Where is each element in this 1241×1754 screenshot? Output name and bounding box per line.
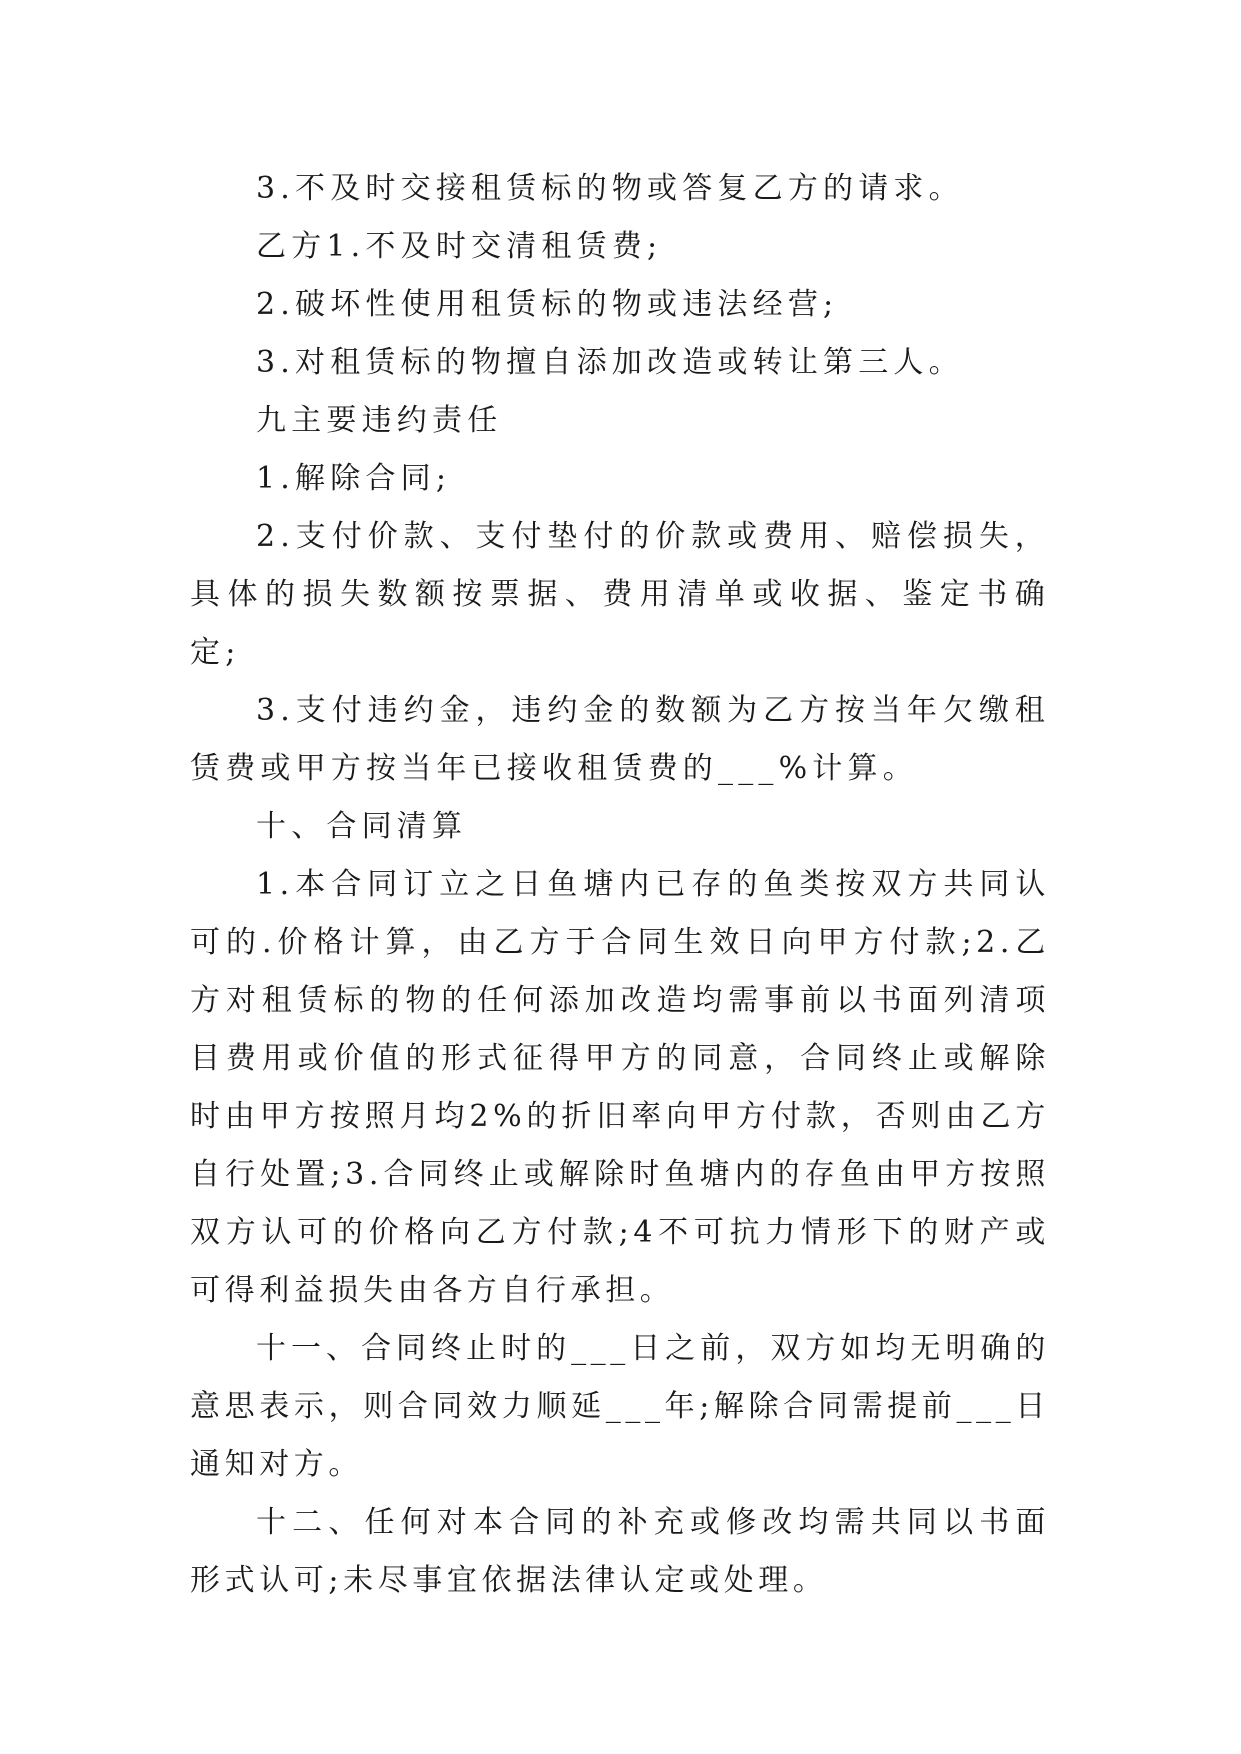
paragraph-liability-3: 3.支付违约金，违约金的数额为乙方按当年欠缴租赁费或甲方按当年已接收租赁费的___%计算。 [190,693,1050,786]
paragraph-liability-1: 1.解除合同; [256,461,452,496]
paragraph-obligation-3: 3.不及时交接租赁标的物或答复乙方的请求。 [256,171,964,206]
paragraph-party-b-1: 乙方1.不及时交清租赁费; [256,229,663,264]
section-heading-settlement: 十、合同清算 [256,809,468,844]
section-heading-liability: 九主要违约责任 [256,403,503,438]
paragraph-party-b-3: 3.对租赁标的物擅自添加改造或转让第三人。 [256,345,964,380]
paragraph-settlement: 1.本合同订立之日鱼塘内已存的鱼类按双方共同认可的.价格计算，由乙方于合同生效日向甲方付款;2.乙方对租赁标的物的任何添加改造均需事前以书面列清项目费用或价值的形式征得甲方的同意，合同终止或解除时由甲方按照月均2%的折旧率向甲方付款，否则由乙方自行处置;3.合同终止或解除时鱼塘内的存鱼由甲方按照双方认可的价格向乙方付款;4不可抗力情形下的财产或可得利益损失由各方自行承担。 [190,867,1050,1308]
paragraph-clause-12: 十二、任何对本合同的补充或修改均需共同以书面形式认可;未尽事宜依据法律认定或处理。 [190,1505,1050,1598]
document-body [190,160,1050,1610]
paragraph-clause-11: 十一、合同终止时的___日之前，双方如均无明确的意思表示，则合同效力顺延___年;解除合同需提前___日通知对方。 [190,1331,1050,1482]
paragraph-liability-2: 2.支付价款、支付垫付的价款或费用、赔偿损失，具体的损失数额按票据、费用清单或收据、鉴定书确定; [190,519,1050,670]
paragraph-party-b-2: 2.破坏性使用租赁标的物或违法经营; [256,287,839,322]
